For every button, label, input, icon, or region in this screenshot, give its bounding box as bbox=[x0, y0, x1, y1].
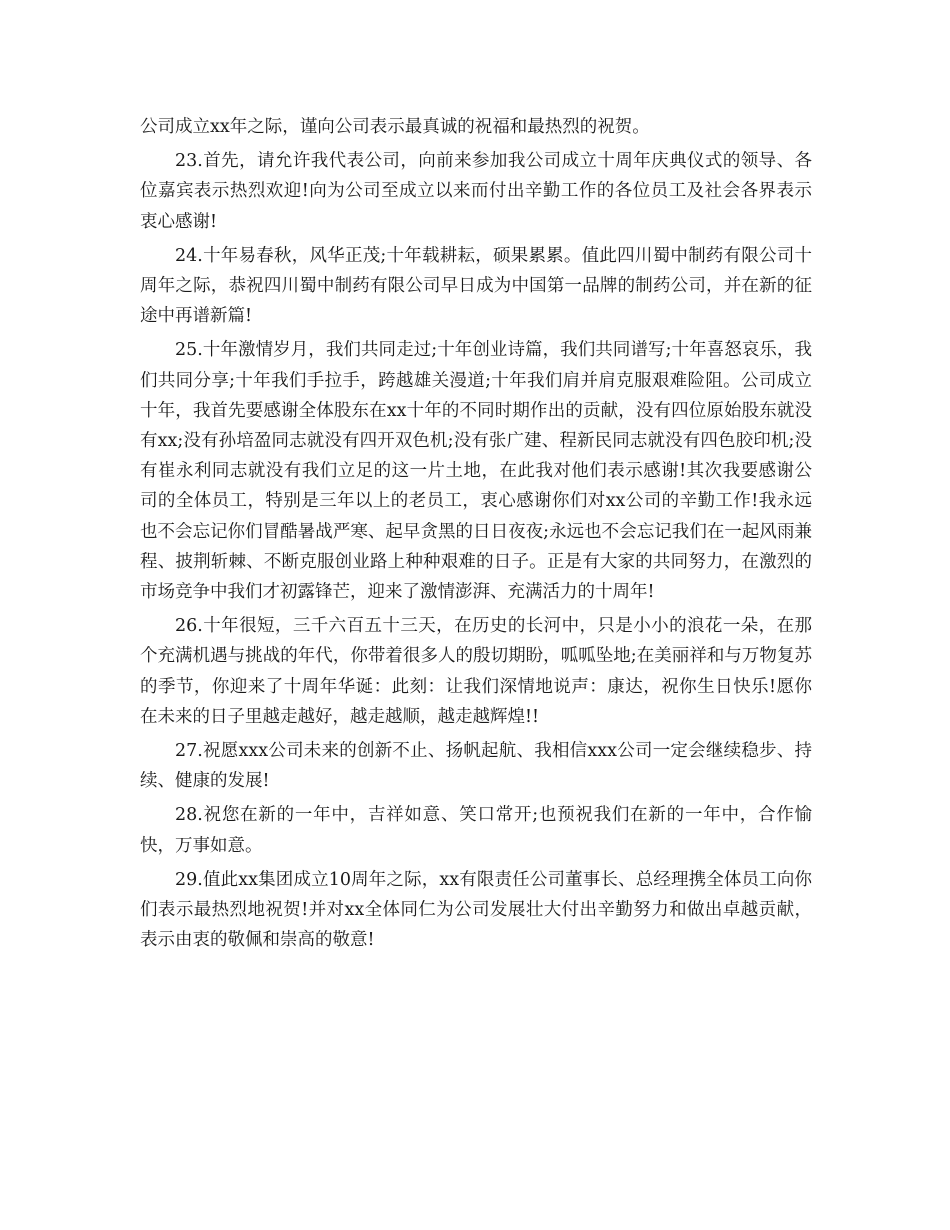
paragraph-continuation: 公司成立xx年之际，谨向公司表示最真诚的祝福和最热烈的祝贺。 bbox=[140, 117, 650, 137]
paragraph-25: 25.十年激情岁月，我们共同走过;十年创业诗篇，我们共同谱写;十年喜怒哀乐，我们共同分享;十年我们手拉手，跨越雄关漫道;十年我们肩并肩克服艰难险阻。公司成立十年，我首先要感谢全体股东在xx十年的不同时期作出的贡献，没有四位原始股东就没有xx;没有孙培盈同志就没有四开双色机;没有张广建、程新民同志就没有四色胶印机;没有崔永利同志就没有我们立足的这一片土地，在此我对他们表示感谢!其次我要感谢公司的全体员工，特别是三年以上的老员工，衷心感谢你们对xx公司的辛勤工作!我永远也不会忘记你们冒酷暑战严寒、起早贪黑的日日夜夜;永远也不会忘记我们在一起风雨兼程、披荆斩棘、不断克服创业路上种种艰难的日子。正是有大家的共同努力，在激烈的市场竞争中我们才初露锋芒，迎来了激情澎湃、充满活力的十周年! bbox=[140, 340, 812, 603]
paragraph-24: 24.十年易春秋，风华正茂;十年载耕耘，硕果累累。值此四川蜀中制药有限公司十周年之际，恭祝四川蜀中制药有限公司早日成为中国第一品牌的制药公司，并在新的征途中再谱新篇! bbox=[140, 245, 812, 327]
paragraph-28: 28.祝您在新的一年中，吉祥如意、笑口常开;也预祝我们在新的一年中，合作愉快，万事如意。 bbox=[140, 805, 812, 856]
paragraph-27: 27.祝愿xxx公司未来的创新不止、扬帆起航、我相信xxx公司一定会继续稳步、持续、健康的发展! bbox=[140, 741, 812, 792]
document-body bbox=[140, 112, 812, 959]
paragraph-26: 26.十年很短，三千六百五十三天，在历史的长河中，只是小小的浪花一朵，在那个充满机遇与挑战的年代，你带着很多人的殷切期盼，呱呱坠地;在美丽祥和与万物复苏的季节，你迎来了十周年华诞：此刻：让我们深情地说声：康达，祝你生日快乐!愿你在未来的日子里越走越好，越走越顺，越走越辉煌!! bbox=[140, 616, 812, 727]
paragraph-23: 23.首先，请允许我代表公司，向前来参加我公司成立十周年庆典仪式的领导、各位嘉宾表示热烈欢迎!向为公司至成立以来而付出辛勤工作的各位员工及社会各界表示衷心感谢! bbox=[140, 151, 812, 232]
paragraph-29: 29.值此xx集团成立10周年之际，xx有限责任公司董事长、总经理携全体员工向你们表示最热烈地祝贺!并对xx全体同仁为公司发展壮大付出辛勤努力和做出卓越贡献，表示由衷的敬佩和崇高的敬意! bbox=[140, 869, 812, 951]
